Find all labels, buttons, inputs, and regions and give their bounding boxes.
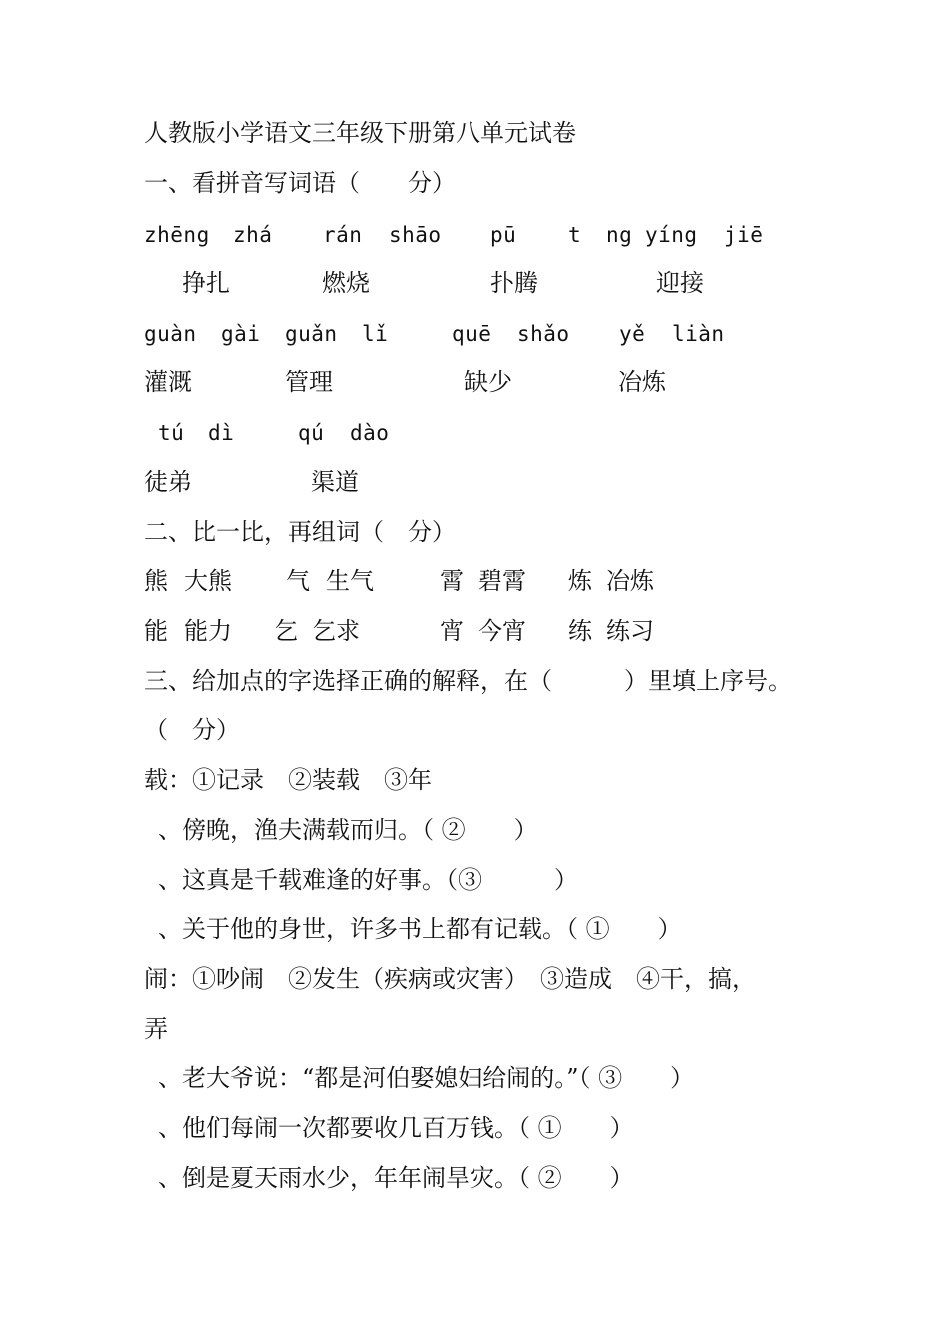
answer-word: 挣扎 [182,269,230,297]
question-item: 、他们每闹一次都要收几百万钱。（ ① ） [158,1114,634,1142]
question-item: 、关于他的身世，许多书上都有记载。（ ① ） [158,915,682,943]
definition-nao: 闹：①吵闹 ②发生（疾病或灾害） ③造成 ④干，搞， [144,965,756,993]
compare-word: 乞求 [312,617,360,645]
answer-word: 冶炼 [618,368,666,396]
compare-char: 能 [144,617,168,645]
compare-word: 练习 [606,617,654,645]
compare-word: 大熊 [184,567,232,595]
compare-char: 气 [286,567,310,595]
compare-word: 碧霄 [478,567,526,595]
document-title: 人教版小学语文三年级下册第八单元试卷 [144,119,576,147]
answer-word: 燃烧 [322,269,370,297]
question-item: 、倒是夏天雨水少，年年闹旱灾。（ ② ） [158,1164,634,1192]
pinyin-jie: jiē [724,223,764,247]
pinyin-que: quē [452,322,492,346]
answer-word: 扑腾 [490,269,538,297]
pinyin-guan2: guǎn [285,322,338,346]
pinyin-zha: zhá [233,223,273,247]
section-3-heading: 三、给加点的字选择正确的解释，在（ ）里填上序号。 [144,667,792,695]
pinyin-t: t [568,223,582,247]
pinyin-gai: gài [221,322,261,346]
compare-word: 今宵 [478,617,526,645]
answer-word: 迎接 [656,269,704,297]
pinyin-tu: tú [158,421,185,445]
answer-word: 缺少 [464,368,512,396]
pinyin-ye: yě [619,322,646,346]
section-1-heading: 一、看拼音写词语（ 分） [144,169,456,197]
compare-word: 冶炼 [606,567,654,595]
pinyin-shao2: shǎo [517,322,570,346]
definition-nao-cont: 弄 [144,1015,168,1043]
answer-word: 管理 [285,368,333,396]
pinyin-shao: shāo [389,223,442,247]
pinyin-pu: pū [490,223,517,247]
pinyin-di: dì [208,421,235,445]
compare-char: 乞 [274,617,298,645]
answer-word: 灌溉 [144,368,192,396]
pinyin-ng: ng [606,223,633,247]
pinyin-qu: qú [298,421,325,445]
question-item: 、老大爷说：“都是河伯娶媳妇给闹的。”（ ③ ） [158,1064,695,1092]
pinyin-li: lǐ [362,322,389,346]
compare-char: 炼 [568,567,592,595]
compare-word: 能力 [184,617,232,645]
section-2-heading: 二、比一比，再组词（ 分） [144,518,456,546]
compare-word: 生气 [326,567,374,595]
question-item: 、这真是千载难逢的好事。（③ ） [158,866,578,894]
compare-char: 宵 [440,617,464,645]
definition-zai: 载：①记录 ②装载 ③年 [144,766,432,794]
pinyin-lian: liàn [672,322,725,346]
section-3-score: （ 分） [144,716,240,744]
pinyin-dao: dào [350,421,390,445]
compare-char: 练 [568,617,592,645]
answer-word: 渠道 [311,468,359,496]
answer-word: 徒弟 [144,468,192,496]
pinyin-ying: yíng [645,223,698,247]
compare-char: 熊 [144,567,168,595]
pinyin-guan: guàn [144,322,197,346]
compare-char: 霄 [440,567,464,595]
question-item: 、傍晚，渔夫满载而归。（ ② ） [158,816,538,844]
pinyin-zheng: zhēng [144,223,210,247]
pinyin-ran: rán [323,223,363,247]
